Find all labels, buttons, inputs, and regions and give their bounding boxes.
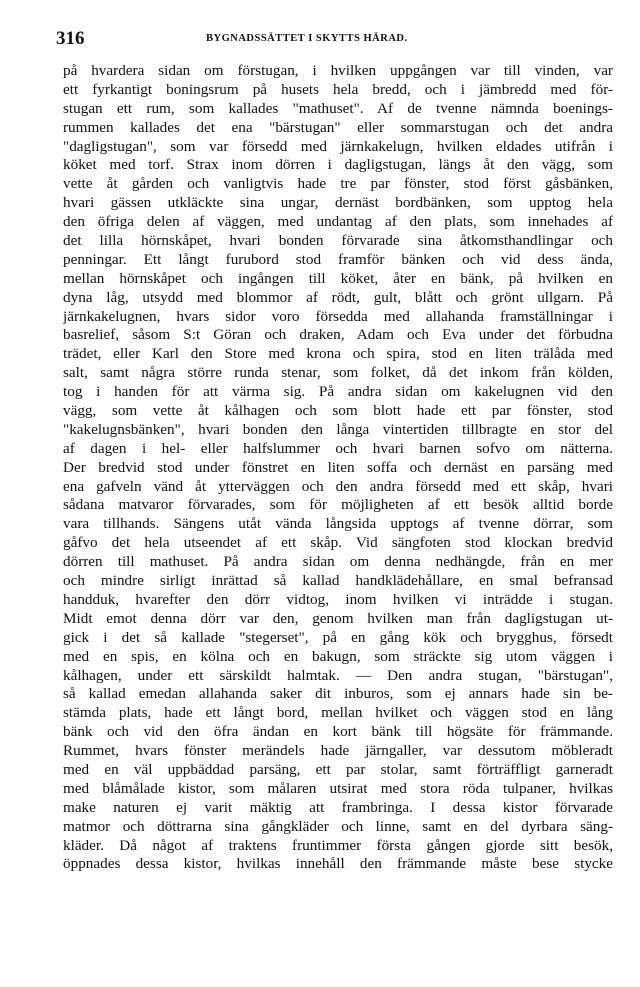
page-number: 316 — [56, 28, 85, 49]
text-line: öppnades dessa kistor, hvilkas innehåll den främmande måste bese stycke — [63, 855, 613, 873]
text-line: det lilla hörnskåpet, hvari bonden förvarade sina åtkomsthandlingar och — [63, 232, 613, 250]
text-line: "dagligstugan", som var försedd med järnkakelugn, hvilken eldades utifrån i — [63, 137, 613, 155]
text-line: salt, samt några större runda stenar, som folket, då det inkom från kölden, — [63, 364, 613, 382]
running-title: BYGNADSSÄTTET I SKYTTS HÄRAD. — [206, 33, 408, 44]
text-line: vara tillhands. Sängens utåt vända långsida upptogs af tvenne dörrar, som — [63, 515, 613, 533]
text-line: gåfvo det hela utseendet af ett skåp. Vid sängfoten stod klockan bredvid — [63, 534, 613, 552]
text-line: ena gafveln vänd åt ytterväggen och den andra försedd med ett skåp, hvari — [63, 477, 613, 495]
text-line: trädet, eller Karl den Store med krona och spira, stod en liten trälåda med — [63, 345, 613, 363]
text-line: dyna låg, utsydd med blommor af rödt, gult, blått och grönt ullgarn. På — [63, 288, 613, 306]
text-line: bänk och vid den öfra ändan en kort bänk till högsäte för främmande. — [63, 723, 613, 741]
text-line: kålhagen, under ett särskildt halmtak. — Den andra stugan, "bärstugan", — [63, 666, 613, 684]
body-text — [63, 62, 613, 874]
text-line: med en väl uppbäddad parsäng, ett par stolar, samt förträffligt garneradt — [63, 760, 613, 778]
text-line: med blåmålade kistor, som målaren utsirat med stora röda tulpaner, hvilkas — [63, 779, 613, 797]
text-line: Der bredvid stod under fönstret en liten soffa och dernäst en parsäng med — [63, 458, 613, 476]
text-line: järnkakelugnen, hvars sidor voro försedda med allahanda framställningar i — [63, 307, 613, 325]
text-line: Rummet, hvars fönster merändels hade järngaller, var dessutom möbleradt — [63, 742, 613, 760]
text-line: dörren till mathuset. På andra sidan om denna nedhängde, från en mer — [63, 553, 613, 571]
text-line: Midt emot denna dörr var den, genom hvilken man från dagligstugan ut- — [63, 609, 613, 627]
text-line: sådana matvaror förvarades, som för möjligheten af ett besök alltid borde — [63, 496, 613, 514]
text-line: basrelief, såsom S:t Göran och draken, Adam och Eva under det förbudna — [63, 326, 613, 344]
text-line: och mindre sirligt inrättad så kallad handklädehållare, en smal befransad — [63, 572, 613, 590]
text-line: gick i det så kallade "stegerset", på en gång kök och brygghus, försedt — [63, 628, 613, 646]
text-line: "kakelugnsbänken", hvari bonden den långa vintertiden tillbragte en stor del — [63, 420, 613, 438]
text-line: mellan hörnskåpet och ingången till köket, åter en bänk, på hvilken en — [63, 269, 613, 287]
text-line: rummen kallades det ena "bärstugan" eller sommarstugan och det andra — [63, 118, 613, 136]
text-line: af dagen i hel- eller halfslummer och hvari barnen sofvo om nätterna. — [63, 439, 613, 457]
text-line: make naturen ej varit mäktig att frambringa. I dessa kistor förvarade — [63, 798, 613, 816]
text-line: kläder. Då något af traktens fruntimmer första gången gjorde sitt besök, — [63, 836, 613, 854]
text-line: hvari gässen utkläckte sina ungar, dernäst bordbänken, som upptog hela — [63, 194, 613, 212]
text-line: vette åt gården och vanligtvis hade tre par fönster, stod först gåsbänken, — [63, 175, 613, 193]
text-line: på hvardera sidan om förstugan, i hvilken uppgången var till vinden, var — [63, 62, 613, 79]
text-line: handduk, hvarefter den dörr vidtog, inom hvilken vi inträdde i stugan. — [63, 590, 613, 608]
text-line: penningar. Ett långt furubord stod framför bänken och vid dess ända, — [63, 250, 613, 268]
text-line: stugan ett rum, som kallades "mathuset". Af de tvenne nämnda boenings- — [63, 99, 613, 117]
text-line: med en spis, en kölna och en bakugn, som sträckte sig utom väggen i — [63, 647, 613, 665]
text-line: så kallad emedan allahanda saker dit inburos, som ej annars hade sin be- — [63, 685, 613, 703]
text-line: tog i handen för att värma sig. På andra sidan om kakelugnen vid den — [63, 383, 613, 401]
text-line: vägg, som vette åt kålhagen och som blott hade ett par fönster, stod — [63, 402, 613, 420]
text-line: ett fyrkantigt boningsrum på husets hela bredd, och i jämbredd med för- — [63, 80, 613, 98]
text-line: köket med torf. Strax inom dörren i dagligstugan, längs åt den vägg, som — [63, 156, 613, 174]
text-line: den öfriga delen af väggen, med undantag af den plats, som innehades af — [63, 213, 613, 231]
text-line: matmor och döttrarna sina gångkläder och linne, samt en del dyrbara säng- — [63, 817, 613, 835]
text-line: stämda plats, hade ett långt bord, mellan hvilket och väggen stod en lång — [63, 704, 613, 722]
running-head — [56, 28, 616, 52]
